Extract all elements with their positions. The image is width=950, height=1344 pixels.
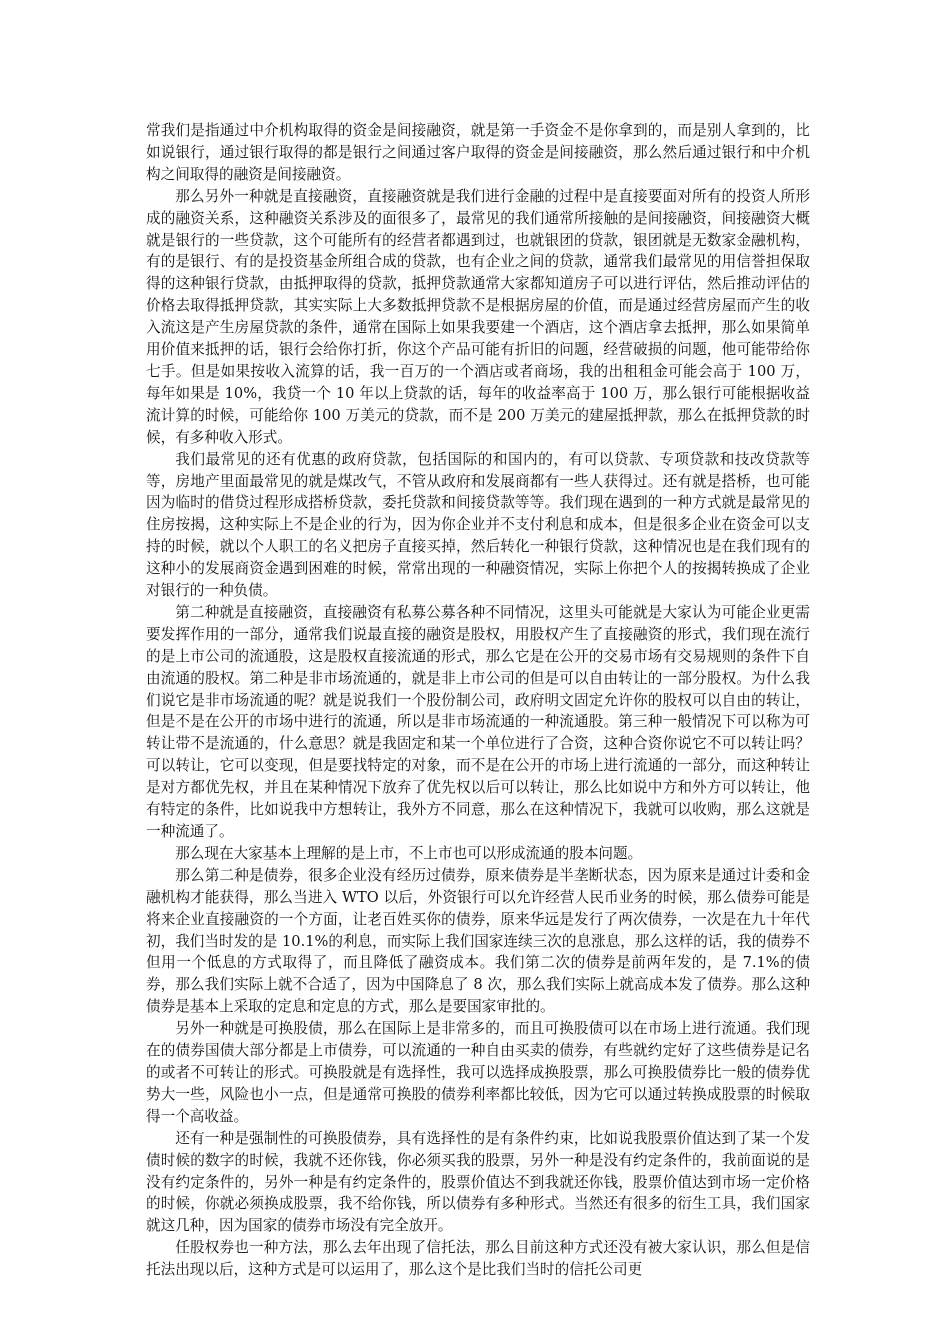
- document-body: [146, 120, 810, 1281]
- paragraph-6: 那么第二种是债券，很多企业没有经历过债券，原来债券是半垄断状态，因为原来是通过计委和金融机构才能获得，那么当进入 WTO 以后，外资银行可以允许经营人民币业务的时候，那么债券可能是将来企业直接融资的一个方面，让老百姓买你的债券，原来华远是发行了两次债券，一次是在九十年代初，我们当时发的是 10.1%的利息，而实际上我们国家连续三次的息涨息，那么这样的话，我的债券不但用一个低息的方式取得了，而且降低了融资成本。我们第二次的债券是前两年发的，是 7.1%的债券，那么我们实际上就不合适了，因为中国降息了 8 次，那么我们实际上就高成本发了债券。那么这种债券是基本上采取的定息和定息的方式，那么是要国家审批的。: [146, 866, 810, 1016]
- paragraph-3: 我们最常见的还有优惠的政府贷款，包括国际的和国内的，有可以贷款、专项贷款和技改贷款等等，房地产里面最常见的就是煤改气，不管从政府和发展商都有一些人获得过。还有就是搭桥，也可能因为临时的借贷过程形成搭桥贷款，委托贷款和间接贷款等等。我们现在遇到的一种方式就是最常见的住房按揭，这种实际上不是企业的行为，因为你企业并不支付利息和成本，但是很多企业在资金可以支持的时候，就以个人职工的名义把房子直接买掉，然后转化一种银行贷款，这种情况也是在我们现有的这种小的发展商资金遇到困难的时候，常常出现的一种融资情况，实际上你把个人的按揭转换成了企业对银行的一种负债。: [146, 450, 810, 600]
- paragraph-9: 任股权券也一种方法，那么去年出现了信托法，那么目前这种方式还没有被大家认识，那么但是信托法出现以后，这种方式是可以运用了，那么这个是比我们当时的信托公司更: [146, 1239, 810, 1279]
- paragraph-5: 那么现在大家基本上理解的是上市，不上市也可以形成流通的股本问题。: [175, 844, 643, 862]
- paragraph-7: 另外一种就是可换股债，那么在国际上是非常多的，而且可换股债可以在市场上进行流通。我们现在的债券国债大部分都是上市债券，可以流通的一种自由买卖的债券，有些就约定好了这些债券是记名的或者不可转让的形式。可换股就是有选择性，我可以选择成换股票，那么可换股债券比一般的债券优势大一些，风险也小一点，但是通常可换股的债券利率都比较低，因为它可以通过转换成股票的时候取得一个高收益。: [146, 1020, 810, 1125]
- paragraph-2: 那么另外一种就是直接融资，直接融资就是我们进行金融的过程中是直接要面对所有的投资人所形成的融资关系，这种融资关系涉及的面很多了，最常见的我们通常所接触的是间接融资，间接融资大概就是银行的一些贷款，这个可能所有的经营者都遇到过，也就银团的贷款，银团就是无数家金融机构，有的是银行、有的是投资基金所组合成的贷款，也有企业之间的贷款，通常我们最常见的用信誉担保取得的这种银行贷款，由抵押取得的贷款，抵押贷款通常大家都知道房子可以进行评估，然后推动评估的价格去取得抵押贷款，其实实际上大多数抵押贷款不是根据房屋的价值，而是通过经营房屋而产生的收入流这是产生房屋贷款的条件，通常在国际上如果我要建一个酒店，这个酒店拿去抵押，那么如果简单用价值来抵押的话，银行会给你打折，你这个产品可能有折旧的问题，经营破损的问题，他可能带给你七手。但是如果按收入流算的话，我一百万的一个酒店或者商场，我的出租租金可能会高于 100 万，每年如果是 10%，我贷一个 10 年以上贷款的话，每年的收益率高于 100 万，那么银行可能根据收益流计算的时候，可能给你 100 万美元的贷款，而不是 200 万美元的建屋抵押款，那么在抵押贷款的时候，有多种收入形式。: [146, 187, 810, 446]
- paragraph-1: 常我们是指通过中介机构取得的资金是间接融资，就是第一手资金不是你拿到的，而是别人拿到的，比如说银行，通过银行取得的都是银行之间通过客户取得的资金是间接融资，那么然后通过银行和中介机构之间取得的融资是间接融资。: [146, 122, 810, 183]
- paragraph-4: 第二种就是直接融资，直接融资有私募公募各种不同情况，这里头可能就是大家认为可能企业更需要发挥作用的一部分，通常我们说最直接的融资是股权，用股权产生了直接融资的形式，我们现在流行的是上市公司的流通股，这是股权直接流通的形式，那么它是在公开的交易市场有交易规则的条件下自由流通的股权。第二种是非市场流通的，就是非上市公司的但是可以自由转让的一部分股权。为什么我们说它是非市场流通的呢？就是说我们一个股份制公司，政府明文固定允许你的股权可以自由的转让，但是不是在公开的市场中进行的流通，所以是非市场流通的一种流通股。第三种一般情况下可以称为可转让带不是流通的，什么意思？就是我固定和某一个单位进行了合资，这种合资你说它不可以转让吗？可以转让，它可以变现，但是要找特定的对象，而不是在公开的市场上进行流通的一部分，而这种转让是对方都优先权，并且在某种情况下放弃了优先权以后可以转让，那么比如说中方和外方可以转让，他有特定的条件，比如说我中方想转让，我外方不同意，那么在这种情况下，我就可以收购，那么这就是一种流通了。: [146, 603, 810, 840]
- paragraph-8: 还有一种是强制性的可换股债券，具有选择性的是有条件约束，比如说我股票价值达到了某一个发债时候的数字的时候，我就不还你钱，你必须买我的股票，另外一种是没有约定条件的，我前面说的是没有约定条件的，另外一种是有约定条件的，股票价值达不到我就还你钱，股票价值达到市场一定价格的时候，你就必须换成股票，我不给你钱，所以债券有多种形式。当然还有很多的衍生工具，我们国家就这几种，因为国家的债券市场没有完全放开。: [146, 1129, 810, 1235]
